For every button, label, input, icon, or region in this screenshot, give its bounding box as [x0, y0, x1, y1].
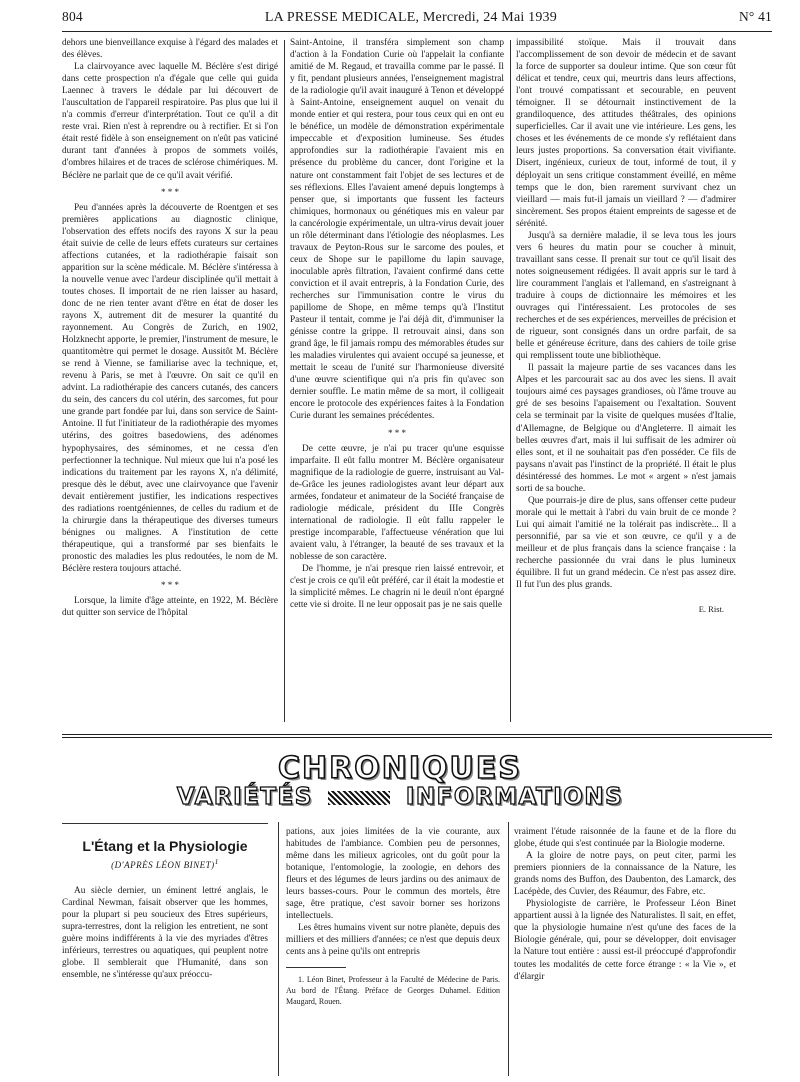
- ornament-icon: [328, 791, 390, 805]
- section-rule: [62, 737, 772, 738]
- paragraph: Jusqu'à sa dernière maladie, il se leva tous les jours vers 6 heures du matin pour se coucher à minuit, travaillant sans cesse. Il prenait sur tout ce qu'il lisait des notes soigneusement rédigées. Il avait appris sur le tard à lire couramment l'anglais et l'allemand, en s'astreignant à traduire à coups de dictionnaire les mémoires et les ouvrages qui l'intéressaient. Les protocoles de ses recherches et de ses expériences, merveilles de précision et de rigueur, sont consignés dans un ordre parfait, de sa belle et généreuse écriture, dans des cahiers de toile grise qui remplissent toute une bibliothèque.: [516, 230, 736, 362]
- paragraph: vraiment l'étude raisonnée de la faune et de la flore du globe, étude qui s'est continuée par la Biologie moderne.: [514, 827, 736, 850]
- paragraph: Que pourrais-je dire de plus, sans offenser cette pudeur morale qui le mettait à l'abri du vain bruit de ce monde ? Lui qui aimait l'amitié ne la tolérait pas indiscrète... Il a personnifié, par sa vie et son œuvre, ce qu'il y a de meilleur et de plus français dans la science française : la recherche passionnée du vrai dans le plus lumineux équilibre. Il fut un grand médecin. Ce n'est pas assez dire. Il fut l'un des plus grands.: [516, 495, 736, 591]
- paragraph: dehors une bienveillance exquise à l'égard des malades et des élèves.: [62, 38, 278, 61]
- paragraph: Peu d'années après la découverte de Roentgen et ses premières applications au diagnostic clinique, l'observation des effets nocifs des rayons X sur la peau était suivie de celle de leurs effets curateurs sur certaines affections cutanées, et la radiothérapie faisait son apparition sur la scène médicale. M. Béclère s'intéressa à la nouvelle venue avec l'ardeur disciplinée qu'il mettait à toutes choses. Il importait de ne rien laisser au hasard, donc de ne rien tenter avant d'être en état de doser les rayons X, autrement dit de mesurer la quantité du rayonnement. Au Congrès de Zurich, en 1902, Holzknecht apporte, le premier, l'instrument de mesure, le quantitomètre qui permet le dosage. Aussitôt M. Béclère se rend à Vienne, se familiarise avec la technique, et, revenu à Paris, se met à l'œuvre. On sait ce qu'il en advint. La radiothérapie des cancers cutanés, des cancers du sein, des cancers du col utérin, des sarcomes, fut pour une grande part fondée par lui, dans son service de Saint-Antoine. Il fut l'initiateur de la radiothérapie des myomes utérins, des goitres basedowiens, des adénomes hypophysaires, des séminomes, et ne cessa d'en perfectionner la technique. Nul mieux que lui n'a posé les indications du traitement par les rayons X, n'a délimité, presque dès le début, avec une clairvoyance que l'avenir devait entièrement justifier, les indications respectives des radiations roentgéniennes, de celles du radium et de la chirurgie dans la thérapeutique des diverses tumeurs bénignes ou malignes. A l'institution de cette thérapeutique, qui a transformé par ses bienfaits le pronostic des maladies les plus redoutées, le nom de M. Béclère restera toujours attaché.: [62, 202, 278, 574]
- running-header: [62, 9, 772, 29]
- column-rule: [510, 40, 511, 722]
- issue-number: N° 41: [738, 9, 772, 24]
- section-separator: * * *: [161, 186, 179, 197]
- top-column-3: [516, 37, 736, 727]
- paragraph: Au siècle dernier, un éminent lettré anglais, le Cardinal Newman, faisait observer que les hommes, pour la plupart si peu soucieux des Etres supérieurs, supra-terrestres, dont la religion les entretient, ne sont guère moins indifférents à la vie des myriades d'êtres inférieurs, terrestres ou aquatiques, qui peuplent notre globe. Il semblerait que l'Humanité, dans son ensemble, ne s'intéresse qu'aux préoccu-: [62, 886, 268, 981]
- paragraph: La clairvoyance avec laquelle M. Béclère s'est dirigé dans cette prospection n'a d'égale que celle qui guida Laennec à travers le dédale par lui découvert de l'auscultation de l'appareil respiratoire. Pas plus que lui il n'a commis d'erreur d'interprétation. Tout ce qu'il a dit reste vrai. Rien n'est à reprendre ou à rectifier. Et si l'on était resté fidèle à son enseignement on n'eût pas vaticiné durant tant d'années à propos de sommets voilés, d'ombres hilaires et de traces de sclérose chimériques. M. Béclère ne parlait que de ce qu'il avait vérifié.: [62, 62, 278, 181]
- informations-label: INFORMATIONS: [405, 784, 624, 810]
- paragraph: pations, aux joies limitées de la vie courante, aux habitudes de l'ambiance. Combien peu de personnes, même dans les milieux agricoles, ont du goût pour la botanique, l'entomologie, la zoologie, en dehors des fleurs et des légumes de leurs jardins ou des animaux de leurs basses-cours. Pour le commun des mortels, être sage, être pratique, c'est savoir borner ses horizons intellectuels.: [286, 827, 500, 922]
- top-column-2: [290, 37, 504, 727]
- column-rule: [284, 40, 285, 722]
- column-rule: [278, 822, 279, 1076]
- chroniques-banner: CHRONIQUES: [278, 751, 522, 786]
- paragraph: De l'homme, je n'ai presque rien laissé entrevoir, et c'est je crois ce qu'il eût préféré, car il était la modestie et la simplicité mêmes. Le chagrin ni le deuil n'ont épargné cette vie si droite. Il ne leur opposait pas je ne sais quelle: [290, 563, 504, 611]
- article-subtitle: (D'APRÈS LÉON BINET)$^1$: [111, 857, 219, 871]
- top-column-1: [62, 37, 278, 727]
- header-rule: [62, 31, 772, 32]
- section-separator: * * *: [388, 427, 406, 438]
- paragraph: Il passait la majeure partie de ses vacances dans les Alpes et les parcourait sac au dos avec les siens. Il avait toujours aimé ces paysages grandioses, où l'âme trouve au gré de ses besoins l'apaisement ou l'exaltation. Souvent cela se terminait par la visite de quelques musées d'Italie, d'Allemagne, de Belgique ou d'Angleterre. Il aimait les belles œuvres d'art, mais il lui suffisait de les admirer où elles sont, et il ne souhaitait pas d'en posséder. Ce fils de paysans n'avait pas l'instinct de la propriété. Il était le plus désintéressé des hommes. Le mot « argent » n'est jamais sorti de sa bouche.: [516, 363, 736, 494]
- journal-title: LA PRESSE MEDICALE, Mercredi, 24 Mai 1939: [264, 10, 557, 25]
- column-rule: [508, 822, 509, 1076]
- article-title: L'Étang et la Physiologie: [82, 838, 248, 854]
- varietes-label: VARIÉTÉS: [176, 784, 313, 810]
- bottom-column-2: [286, 826, 500, 1076]
- paragraph: impassibilité stoïque. Mais il trouvait dans l'accomplissement de son devoir de médecin et de savant la force de supporter sa douleur intime. Que son cœur fût délicat et tendre, ceux qui, meurtris dans leurs affections, l'ont trouvé compatissant et secourable, en peuvent témoigner. Il se détournait instinctivement de la grandiloquence, des attitudes théâtrales, des opinions superficielles. Car il avait une vie intérieure. Les gens, les choses et les événements de ce monde s'y reflétaient dans leurs justes proportions. Sa conversation était vivifiante. Disert, ingénieux, curieux de tout, informé de tout, il y déployait un sens critique constamment éveillé, en même temps que le don, bien rarement survivant chez un vieillard — mais fut-il jamais un vieillard ? — d'admirer sincèrement. Ses propos étaient empreints de sagesse et de sérénité.: [516, 38, 736, 229]
- page-number: 804: [62, 9, 83, 24]
- bottom-column-3: [514, 826, 736, 1076]
- footnote-rule: [286, 967, 346, 968]
- paragraph: Physiologiste de carrière, le Professeur Léon Binet appartient aussi à la lignée des Naturalistes. Il sait, en effet, que la physiologie humaine n'est qu'une des faces de la Biologie générale, qui, pour se développer, doit envisager la Nature tout entière : aussi est-il préoccupé d'approfondir toutes les modalités de cette force étrange : « la Vie », et d'élargir: [514, 899, 736, 982]
- paragraph: Les êtres humains vivent sur notre planète, depuis des milliers et des milliers d'années; ce n'est que depuis deux cents ans à peine qu'ils ont entrepris: [286, 923, 500, 958]
- author-signature: E. Rist.: [698, 604, 724, 615]
- footnote: 1. Léon Binet, Professeur à la Faculté de Médecine de Paris. Au bord de l'Étang. Préface de Georges Duhamel. Edition Maugard, Rouen.: [286, 974, 500, 1006]
- paragraph: Lorsque, la limite d'âge atteinte, en 1922, M. Béclère dut quitter son service de l'hôpital: [62, 596, 278, 619]
- paragraph: A la gloire de notre pays, on peut citer, parmi les premiers pionniers de la connaissance de la Nature, les grands noms des Buffon, des Daubenton, des Lamarck, des Lacépède, des Cuvier, des Réaumur, des Fabre, etc.: [514, 851, 736, 898]
- box-rule-top: [62, 823, 268, 824]
- bottom-column-1: [62, 826, 268, 1076]
- section-rule: [62, 734, 772, 735]
- paragraph: Saint-Antoine, il transféra simplement son champ d'action à la Fondation Curie où l'appelait la confiante amitié de M. Regaud, et travailla comme par le passé. Il y fit, pendant plusieurs années, l'enseignement magistral de la radiologie qu'il avait inauguré à Tenon et développé à Saint-Antoine, enseignement auquel on venait du monde entier et qui restera, pour tous ceux qui en ont eu le bénéfice, un modèle de démonstration expérimentale impeccable et d'exposition lumineuse. Ses études approfondies sur la radiothérapie l'avaient mis en présence du problème du cancer, dont l'origine et la nature ont constamment fait l'objet de ses lectures et de ses réflexions. Elles l'avaient amené depuis longtemps à penser que, si importants que fussent les facteurs chimiques, hormonaux ou génétiques mis en valeur par la cancérologie expérimentale, un ultra-virus devait jouer un rôle déterminant dans l'étiologie des néoplasmes. Les travaux de Peyton-Rous sur le sarcome des poules, et ceux de Shope sur le papillome du lapin sauvage, inoculable après filtration, l'avaient confirmé dans cette conviction et il avait entrepris, à la Fondation Curie, des recherches sur l'immunisation contre le virus du papillome de Shope, en même temps qu'à l'Institut Pasteur il tentait, comme je l'ai déjà dit, d'immuniser la génisse contre la grippe. Il retrouvait ainsi, dans son grand âge, le fil jamais rompu des mémorables études sur les maladies virulentes qui avaient occupé sa jeunesse, et mettait le sceau de l'unité sur l'harmonieuse diversité d'une œuvre scientifique qui n'a pris fin qu'avec son dernier souffle. Le matin même de sa mort, il colligeait encore le protocole des expériences faites à la Fondation Curie durant les semaines précédentes.: [290, 38, 504, 422]
- section-separator: * * *: [161, 580, 179, 591]
- varietes-informations-banner: [0, 784, 800, 810]
- paragraph: De cette œuvre, je n'ai pu tracer qu'une esquisse imparfaite. Il eût fallu montrer M. Béclère organisateur magnifique de la radiologie de guerre, instruisant au Val-de-Grâce les jeunes radiologistes avant leur départ aux armées, fondateur et animateur de la Société française de radiologie médicale, président du IIIe Congrès international de radiologie. Il eût fallu rappeler le prestige incomparable, l'affectueuse vénération que lui avaient valu, à l'étranger, la beauté de ses travaux et la noblesse de son caractère.: [290, 443, 504, 562]
